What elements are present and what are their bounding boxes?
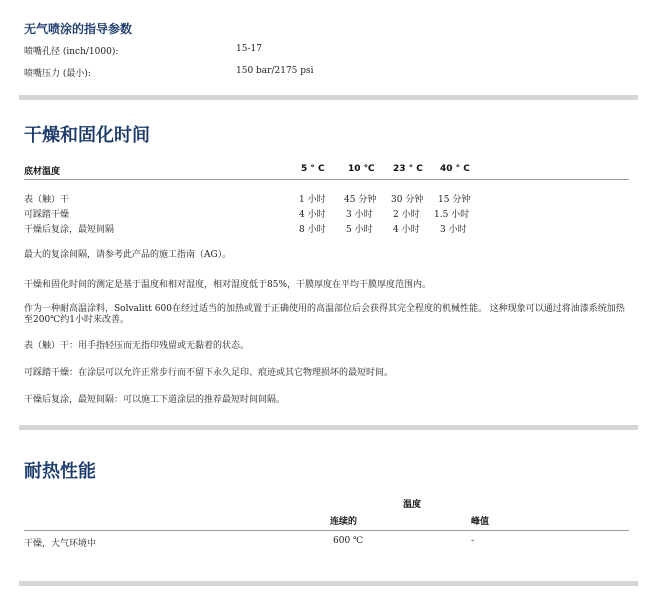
note-recoat-interval: 干燥后复涂，最短间隔：可以施工下道涂层的推荐最短时间间隔。 [24, 395, 286, 405]
continuous-header: 连续的 [330, 517, 358, 527]
cell: 1 小时 [299, 195, 326, 205]
note-walk-on-dry: 可踩踏干燥：在涂层可以允许正常步行而不留下永久足印、痕迹或其它物理损坏的最短时间。 [24, 368, 394, 378]
cell: 2 小时 [393, 210, 420, 220]
temp-col-23: 23 ° C [393, 164, 423, 174]
nozzle-pressure-value: 150 bar/2175 psi [236, 66, 314, 76]
temperature-group-header: 温度 [403, 500, 422, 510]
note-max-recoat: 最大的复涂间隔，请参考此产品的施工指南（AG）。 [24, 250, 232, 260]
temp-col-5: 5 ° C [301, 164, 325, 174]
cell: 5 小时 [346, 225, 373, 235]
peak-header: 峰值 [471, 517, 490, 527]
cell: 8 小时 [299, 225, 326, 235]
substrate-temp-header: 底材温度 [24, 167, 61, 177]
cell: 4 小时 [299, 210, 326, 220]
section-divider [19, 95, 638, 100]
airless-title: 无气喷涂的指导参数 [24, 22, 133, 36]
note-measurement: 干燥和固化时间的测定是基于温度和相对湿度，相对湿度低于85%，干膜厚度在平均干膜厚度范围内。 [24, 280, 432, 290]
nozzle-size-value: 15-17 [236, 44, 262, 54]
heat-row-label: 干燥，大气环境中 [24, 539, 97, 549]
row-label-walk-on-dry: 可踩踏干燥 [24, 210, 70, 220]
row-label-recoat-min: 干燥后复涂，最短间隔 [24, 225, 115, 235]
section-divider [19, 581, 638, 586]
heat-title: 耐热性能 [24, 461, 96, 482]
cell: 3 小时 [440, 225, 467, 235]
note-heat-resistant: 作为一种耐高温涂料，Solvalitt 600在经过适当的加热或置于正确使用的高温部位后会获得其完全程度的机械性能。 这种现象可以通过将油漆系统加热至200℃约1小时来改善。 [24, 304, 625, 325]
cell: 4 小时 [393, 225, 420, 235]
table-rule [24, 179, 629, 180]
heat-continuous-value: 600 ℃ [333, 536, 364, 546]
section-divider [19, 425, 638, 430]
cell: 3 小时 [346, 210, 373, 220]
temp-col-40: 40 ° C [440, 164, 470, 174]
heat-peak-value: - [471, 536, 475, 546]
note-touch-dry: 表（触）干：用手指轻压而无指印残留或无黏着的状态。 [24, 341, 250, 351]
cell: 1.5 小时 [434, 210, 470, 220]
nozzle-size-label: 喷嘴孔径 (inch/1000): [24, 47, 119, 57]
drying-title: 干燥和固化时间 [24, 125, 150, 146]
cell: 30 分钟 [391, 195, 424, 205]
cell: 15 分钟 [438, 195, 471, 205]
row-label-touch-dry: 表（触）干 [24, 195, 70, 205]
table-rule [24, 530, 629, 531]
temp-col-10: 10 ℃ [348, 164, 375, 174]
cell: 45 分钟 [344, 195, 377, 205]
nozzle-pressure-label: 喷嘴压力 (最小): [24, 69, 91, 79]
